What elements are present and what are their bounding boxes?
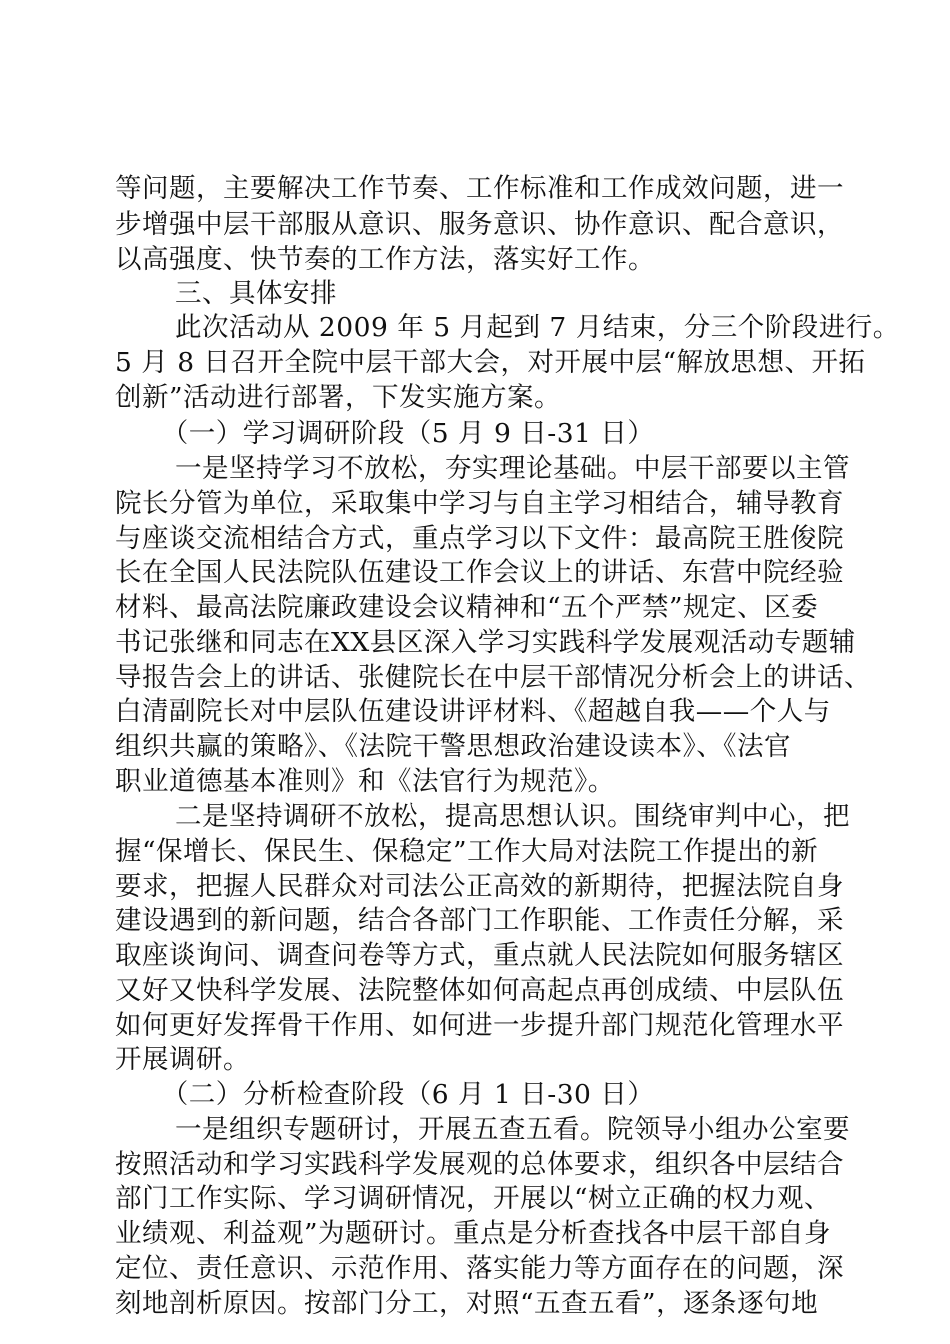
text-line: 此次活动从 2009 年 5 月起到 7 月结束，分三个阶段进行。	[148, 312, 900, 343]
text-line: 材料、最高法院廉政建设会议精神和“五个严禁”规定、区委	[115, 592, 819, 623]
text-line: 组织共赢的策略》、《法院干警思想政治建设读本》、《法官	[115, 731, 791, 762]
text-line: 与座谈交流相结合方式，重点学习以下文件：最高院王胜俊院	[115, 523, 844, 554]
subsection-heading: （一）学习调研阶段（5 月 9 日-31 日）	[148, 418, 655, 449]
text-line: 一是坚持学习不放松，夯实理论基础。中层干部要以主管	[148, 453, 850, 484]
text-line: 二是坚持调研不放松，提高思想认识。围绕审判中心，把	[148, 801, 850, 832]
text-line: 等问题，主要解决工作节奏、工作标准和工作成效问题，进一	[115, 173, 844, 204]
section-heading: 三、具体安排	[148, 278, 337, 309]
text-line: 白清副院长对中层队伍建设讲评材料、《超越自我——个人与	[115, 696, 831, 727]
text-line: 又好又快科学发展、法院整体如何高起点再创成绩、中层队伍	[115, 975, 844, 1006]
text-line: 取座谈询问、调查问卷等方式，重点就人民法院如何服务辖区	[115, 940, 844, 971]
text-line: 建设遇到的新问题，结合各部门工作职能、工作责任分解，采	[115, 905, 844, 936]
text-line: 步增强中层干部服从意识、服务意识、协作意识、配合意识，	[115, 209, 844, 240]
text-line: 职业道德基本准则》和《法官行为规范》。	[115, 766, 615, 797]
subsection-heading: （二）分析检查阶段（6 月 1 日-30 日）	[148, 1079, 655, 1110]
text-line: 导报告会上的讲话、张健院长在中层干部情况分析会上的讲话、	[115, 662, 871, 693]
text-line: 刻地剖析原因。按部门分工，对照“五查五看”，逐条逐句地	[115, 1288, 819, 1319]
text-line: 一是组织专题研讨，开展五查五看。院领导小组办公室要	[148, 1114, 850, 1145]
text-line: 定位、责任意识、示范作用、落实能力等方面存在的问题，深	[115, 1253, 844, 1284]
text-line: 以高强度、快节奏的工作方法，落实好工作。	[115, 244, 655, 275]
text-line: 长在全国人民法院队伍建设工作会议上的讲话、东营中院经验	[115, 557, 844, 588]
text-line: 院长分管为单位，采取集中学习与自主学习相结合，辅导教育	[115, 488, 844, 519]
text-line: 业绩观、利益观”为题研讨。重点是分析查找各中层干部自身	[115, 1218, 832, 1249]
text-line: 如何更好发挥骨干作用、如何进一步提升部门规范化管理水平	[115, 1010, 844, 1041]
text-line: 5 月 8 日召开全院中层干部大会，对开展中层“解放思想、开拓	[115, 347, 866, 378]
text-line: 握“保增长、保民生、保稳定”工作大局对法院工作提出的新	[115, 836, 819, 867]
text-line: 书记张继和同志在XX县区深入学习实践科学发展观活动专题辅	[115, 627, 856, 658]
text-line: 开展调研。	[115, 1044, 250, 1075]
text-line: 按照活动和学习实践科学发展观的总体要求，组织各中层结合	[115, 1149, 844, 1180]
text-line: 要求，把握人民群众对司法公正高效的新期待，把握法院自身	[115, 871, 844, 902]
text-line: 部门工作实际、学习调研情况，开展以“树立正确的权力观、	[115, 1183, 832, 1214]
text-line: 创新”活动进行部署，下发实施方案。	[115, 382, 562, 413]
